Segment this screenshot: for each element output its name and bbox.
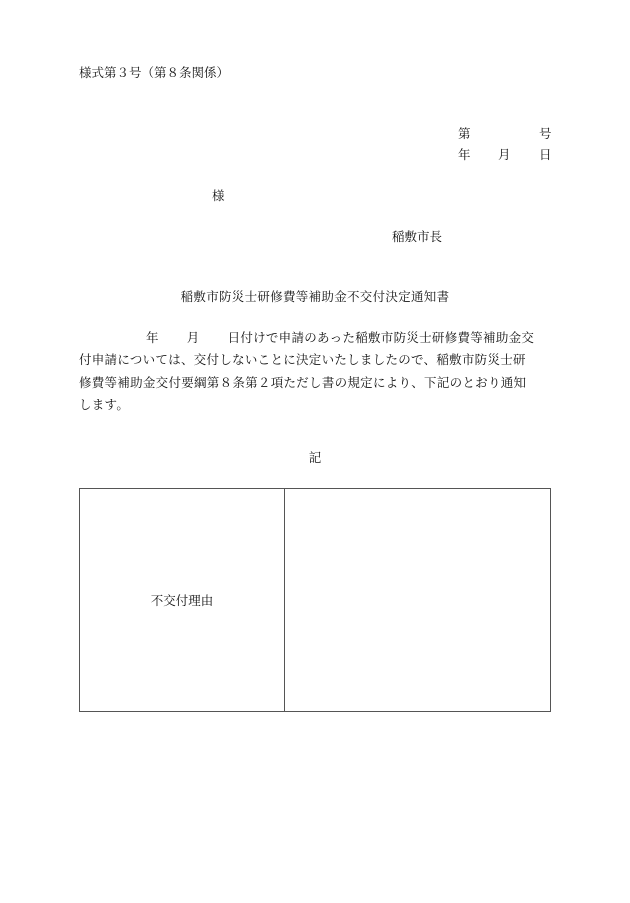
issuer-name: 稲敷市長 (392, 229, 443, 244)
body-line-4: します。 (79, 396, 130, 412)
body-month-label: 月 (186, 330, 200, 345)
document-number-prefix: 第 (458, 126, 471, 141)
addressee-honorific: 様 (212, 188, 225, 203)
body-line-1-text: 日付けで申請のあった稲敷市防災士研修費等補助金交 (227, 330, 535, 345)
date-year-label: 年 (458, 147, 471, 162)
reason-row (80, 489, 551, 712)
body-line-2: 付申請については、交付しないことに決定いたしましたので、稲敷市防災士研 (79, 352, 526, 368)
document-title: 稲敷市防災士研修費等補助金不交付決定通知書 (180, 289, 450, 304)
body-year-label: 年 (146, 330, 159, 345)
reason-label-cell: 不交付理由 (80, 489, 285, 712)
ki-heading: 記 (308, 450, 322, 465)
body-line-1 (79, 327, 553, 349)
document-number-suffix: 号 (539, 126, 552, 141)
reason-table (79, 488, 551, 712)
date-day-label: 日 (539, 147, 552, 162)
document-body (79, 327, 553, 416)
date-month-label: 月 (498, 147, 511, 162)
form-number: 様式第３号（第８条関係） (79, 65, 230, 80)
body-line-3: 修費等補助金交付要綱第８条第２項ただし書の規定により、下記のとおり通知 (79, 374, 527, 390)
reason-value-cell (285, 489, 551, 712)
